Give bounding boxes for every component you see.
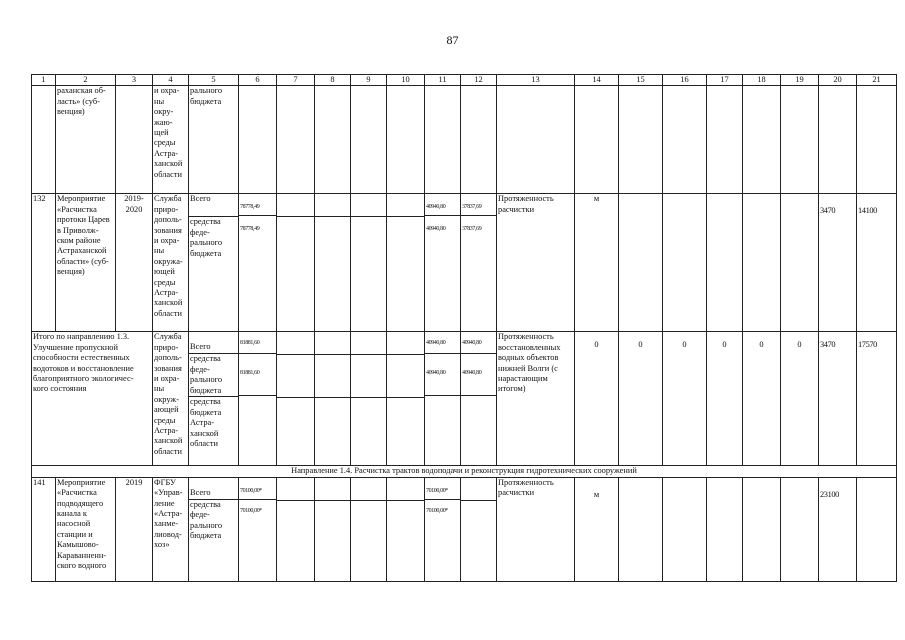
col-header: 14 bbox=[575, 75, 619, 86]
col-header: 11 bbox=[425, 75, 461, 86]
indicator: Протяженность восстановленных водных объектов нижней Волги (с нарастающим итогом) bbox=[497, 332, 575, 466]
cell-value: 40940,80 bbox=[461, 354, 496, 396]
col-header: 10 bbox=[387, 75, 425, 86]
col-header: 15 bbox=[619, 75, 663, 86]
measure-name: Мероприятие «Расчистка подводящего канала к насосной станции и Камышово- Караванненн- ского водного bbox=[56, 477, 116, 581]
cell-value: 0 bbox=[575, 332, 619, 466]
cell-value: 40940,80 bbox=[425, 194, 460, 216]
cell-value: 70100,00* bbox=[426, 507, 448, 514]
col-header: 17 bbox=[707, 75, 743, 86]
cell-value: 70100,00* bbox=[239, 478, 276, 500]
cell-value: 23100 bbox=[819, 477, 857, 581]
row-number: 132 bbox=[32, 194, 56, 332]
cell-value: 17570 bbox=[857, 332, 897, 466]
cell-value: 40940,80 bbox=[426, 226, 446, 233]
col-header: 18 bbox=[743, 75, 781, 86]
cell-value: 70100,00* bbox=[425, 478, 460, 500]
source-federal: средства феде- рального бюджета bbox=[189, 354, 238, 397]
table-row bbox=[32, 332, 897, 466]
col-header: 20 bbox=[819, 75, 857, 86]
col-header: 19 bbox=[781, 75, 819, 86]
measure-name: Мероприятие «Расчистка протоки Царев в Приволж- ском районе Астраханской области» (суб- венция) bbox=[56, 194, 116, 332]
col-header: 7 bbox=[277, 75, 315, 86]
measure-name: раханская об- ласть» (суб- венция) bbox=[56, 86, 116, 194]
cell-value: 70100,00* bbox=[240, 507, 262, 514]
unit: м bbox=[575, 194, 619, 332]
cell-value: 81881,60 bbox=[239, 354, 276, 396]
cell-value: 81881,60 bbox=[239, 332, 276, 354]
section-row bbox=[32, 466, 897, 477]
source-regional: средства бюджета Астра- ханской области bbox=[190, 397, 222, 449]
col-header: 16 bbox=[663, 75, 707, 86]
section-title: Направление 1.4. Расчистка трактов водоподачи и реконструкция гидротехнических сооружений bbox=[32, 466, 897, 477]
col-header: 12 bbox=[461, 75, 497, 86]
source-federal: средства феде- рального бюджета bbox=[190, 217, 223, 258]
col-header: 3 bbox=[116, 75, 153, 86]
cell-value: 37837,69 bbox=[462, 226, 482, 233]
cell-value: 14100 bbox=[857, 194, 897, 332]
col-header: 6 bbox=[239, 75, 277, 86]
years: 2019- 2020 bbox=[116, 194, 153, 332]
col-header: 8 bbox=[315, 75, 351, 86]
col-header: 4 bbox=[153, 75, 189, 86]
total-label: Итого по направлению 1.3. Улучшение пропускной способности естественных водотоков и восстановление благоприятного экологичес- кого состояния bbox=[32, 332, 153, 466]
col-header: 13 bbox=[497, 75, 575, 86]
measures-table bbox=[31, 74, 897, 582]
table-row bbox=[32, 86, 897, 194]
executor: Служба приро- дополь- зования и охра- ны окруж- ающей среды Астра- ханской области bbox=[153, 332, 189, 466]
years: 2019 bbox=[116, 477, 153, 581]
cell-value: 0 bbox=[707, 332, 743, 466]
cell-value: 37837,69 bbox=[461, 194, 496, 216]
cell-value: 3470 bbox=[819, 332, 857, 466]
source-total: Всего bbox=[190, 194, 211, 204]
executor: и охра- ны окру- жаю- щей среды Астра- ханской области bbox=[153, 86, 189, 194]
col-header: 21 bbox=[857, 75, 897, 86]
cell-value: 0 bbox=[781, 332, 819, 466]
cell-value: 40940,80 bbox=[461, 332, 496, 354]
table-row bbox=[32, 194, 897, 332]
source-total: Всего bbox=[189, 332, 238, 354]
page-number: 87 bbox=[446, 33, 459, 47]
row-number: 141 bbox=[32, 477, 56, 581]
cell-value: 40940,80 bbox=[425, 332, 460, 354]
source-total: Всего bbox=[189, 478, 238, 500]
cell-value: 0 bbox=[743, 332, 781, 466]
indicator: Протяженность расчистки bbox=[497, 477, 575, 581]
cell-value: 78778,49 bbox=[240, 226, 260, 233]
table-row bbox=[32, 477, 897, 581]
col-header: 5 bbox=[189, 75, 239, 86]
header-row bbox=[32, 75, 897, 86]
cell-value: 78778,49 bbox=[239, 194, 276, 216]
col-header: 1 bbox=[32, 75, 56, 86]
cell-value: 0 bbox=[663, 332, 707, 466]
cell-value: 40940,80 bbox=[425, 354, 460, 396]
source-federal: средства феде- рального бюджета bbox=[190, 499, 223, 541]
cell-value: 0 bbox=[619, 332, 663, 466]
col-header: 9 bbox=[351, 75, 387, 86]
funding-source: рального бюджета bbox=[189, 86, 239, 194]
executor: ФГБУ «Управ- ление «Астра- ханме- лиовод- хоз» bbox=[153, 477, 189, 581]
col-header: 2 bbox=[56, 75, 116, 86]
cell-value: 3470 bbox=[819, 194, 857, 332]
executor: Служба приро- дополь- зования и охра- ны окружа- ющей среды Астра- ханской области bbox=[153, 194, 189, 332]
unit: м bbox=[575, 477, 619, 581]
indicator: Протяженность расчистки bbox=[497, 194, 575, 332]
